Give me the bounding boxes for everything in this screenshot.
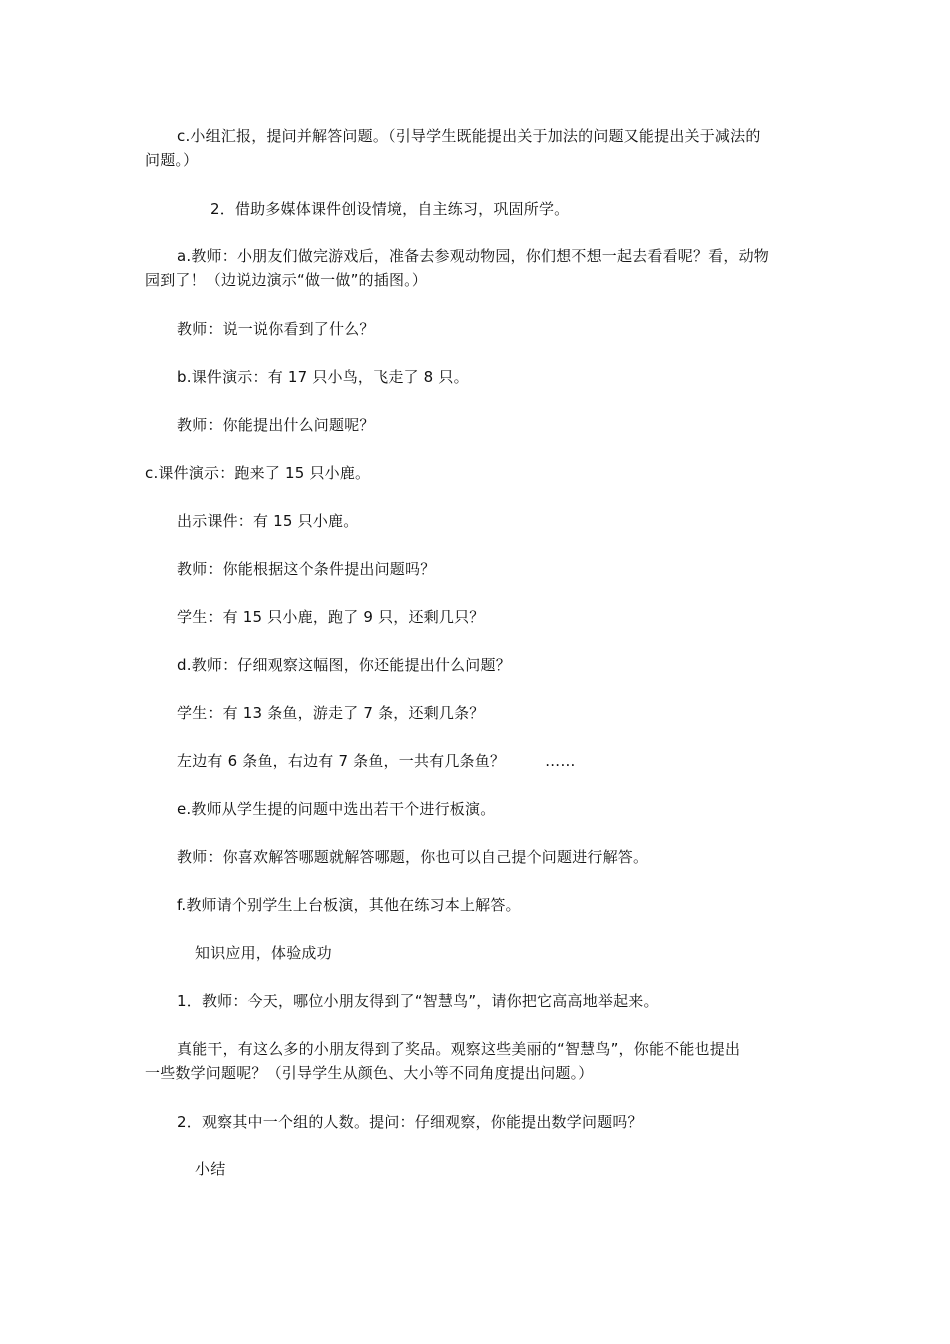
paragraph-birds-demo: b.课件演示：有 17 只小鸟，飞走了 8 只。 xyxy=(177,368,469,386)
paragraph-prizes xyxy=(145,1037,740,1085)
paragraph-teacher-solve: 教师：你喜欢解答哪题就解答哪题，你也可以自己提个问题进行解答。 xyxy=(177,848,649,866)
paragraph-student-fish: 学生：有 13 条鱼，游走了 7 条，还剩几条？ xyxy=(177,704,485,722)
paragraph-teacher-what-seen: 教师：说一说你看到了什么？ xyxy=(177,320,375,338)
paragraph-wisdom-bird: 1．教师：今天，哪位小朋友得到了“智慧鸟”，请你把它高高地举起来。 xyxy=(177,992,659,1010)
section-heading-knowledge-application: 知识应用，体验成功 xyxy=(195,944,332,962)
paragraph-teacher-ask-question: 教师：你能提出什么问题呢？ xyxy=(177,416,375,434)
paragraph-line: 问题。） xyxy=(145,151,199,169)
paragraph-students-board: f.教师请个别学生上台板演，其他在练习本上解答。 xyxy=(177,896,521,914)
paragraph-fish-total xyxy=(177,749,576,773)
paragraph-teacher-condition: 教师：你能根据这个条件提出问题吗？ xyxy=(177,560,436,578)
paragraph-group-count: 2．观察其中一个组的人数。提问：仔细观察，你能提出数学问题吗？ xyxy=(177,1113,643,1131)
paragraph-zoo-visit xyxy=(145,244,769,292)
paragraph-line: c.小组汇报，提问并解答问题。（引导学生既能提出关于加法的问题又能提出关于减法的 xyxy=(177,127,761,145)
paragraph-board-demo: e.教师从学生提的问题中选出若干个进行板演。 xyxy=(177,800,496,818)
paragraph-line: 园到了！（边说边演示“做一做”的插图。） xyxy=(145,271,428,289)
paragraph-multimedia-practice: 2．借助多媒体课件创设情境，自主练习，巩固所学。 xyxy=(210,200,570,218)
paragraph-group-report xyxy=(145,124,761,172)
paragraph-show-courseware: 出示课件：有 15 只小鹿。 xyxy=(177,512,359,530)
paragraph-student-deer: 学生：有 15 只小鹿，跑了 9 只，还剩几只？ xyxy=(177,608,485,626)
paragraph-line: 真能干，有这么多的小朋友得到了奖品。观察这些美丽的“智慧鸟”，你能不能也提出 xyxy=(177,1040,741,1058)
paragraph-line: a.教师：小朋友们做完游戏后，准备去参观动物园，你们想不想一起去看看呢？看，动物 xyxy=(177,247,769,265)
paragraph-line: 一些数学问题呢？（引导学生从颜色、大小等不同角度提出问题。） xyxy=(145,1064,594,1082)
paragraph-teacher-observe: d.教师：仔细观察这幅图，你还能提出什么问题？ xyxy=(177,656,511,674)
paragraph-deer-demo: c.课件演示：跑来了 15 只小鹿。 xyxy=(145,464,371,482)
paragraph-text: 左边有 6 条鱼，右边有 7 条鱼，一共有几条鱼？ xyxy=(177,752,506,770)
section-heading-summary: 小结 xyxy=(195,1160,226,1178)
ellipsis: …… xyxy=(545,752,576,770)
